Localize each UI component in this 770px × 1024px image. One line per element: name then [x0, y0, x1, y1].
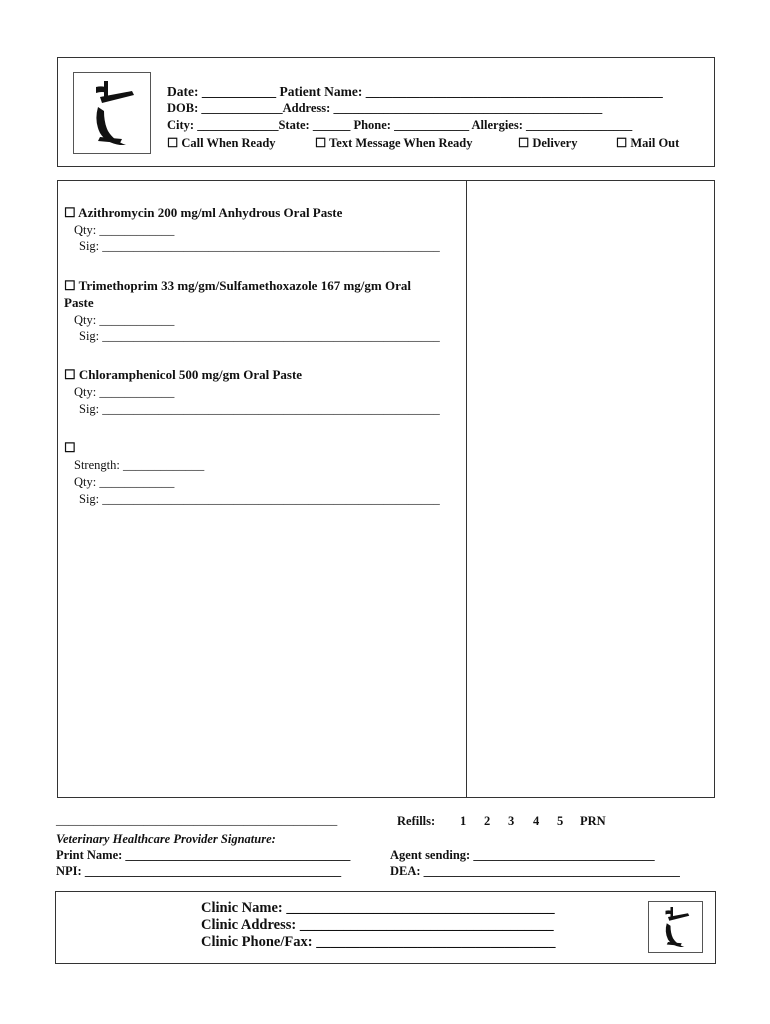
option-delivery[interactable]: ☐ Delivery	[518, 136, 578, 150]
signature-line[interactable]: _____________________________________________	[56, 813, 338, 827]
header-logo-frame	[73, 72, 151, 154]
signature-label: Veterinary Healthcare Provider Signature:	[56, 832, 276, 846]
custom-drug-checkbox[interactable]: ☐	[64, 440, 76, 455]
city-state-phone-line[interactable]: City: _____________State: ______ Phone: ____________ Allergies: _________________	[167, 118, 633, 132]
clinic-address-field[interactable]: Clinic Address: ___________________________________	[201, 917, 554, 933]
custom-strength[interactable]: Strength: _____________	[74, 458, 205, 472]
prescription-box	[57, 180, 715, 798]
refills-label: Refills:	[397, 814, 436, 828]
mortar-pestle-icon	[74, 73, 150, 153]
refill-option-3[interactable]: 3	[508, 814, 515, 828]
drug-azithromycin-checkbox[interactable]: ☐ Azithromycin 200 mg/ml Anhydrous Oral Paste	[64, 205, 343, 220]
drug-1-qty[interactable]: Qty: ____________	[74, 223, 175, 237]
custom-qty[interactable]: Qty: ____________	[74, 475, 175, 489]
drug-1-sig[interactable]: Sig: ______________________________________________________	[79, 239, 440, 253]
clinic-name-field[interactable]: Clinic Name: _____________________________________	[201, 900, 555, 916]
refill-option-prn[interactable]: PRN	[580, 814, 606, 828]
option-mail-out[interactable]: ☐ Mail Out	[616, 136, 680, 150]
date-patient-line[interactable]: Date: ___________ Patient Name: ____________________________________________	[167, 84, 663, 99]
clinic-info-box	[55, 891, 716, 964]
option-call-when-ready[interactable]: ☐ Call When Ready	[167, 136, 276, 150]
drug-3-qty[interactable]: Qty: ____________	[74, 385, 175, 399]
agent-sending-field[interactable]: Agent sending: _____________________________	[390, 848, 655, 862]
option-text-message[interactable]: ☐ Text Message When Ready	[315, 136, 473, 150]
drug-2-qty[interactable]: Qty: ____________	[74, 313, 175, 327]
drug-2-sig[interactable]: Sig: ______________________________________________________	[79, 329, 440, 343]
column-divider	[466, 181, 467, 797]
drug-chloramphenicol-checkbox[interactable]: ☐ Chloramphenicol 500 mg/gm Oral Paste	[64, 367, 303, 382]
patient-info-box	[57, 57, 715, 167]
npi-field[interactable]: NPI: _________________________________________	[56, 864, 342, 878]
drug-3-sig[interactable]: Sig: ______________________________________________________	[79, 402, 440, 416]
dob-address-line[interactable]: DOB: _____________Address: ___________________________________________	[167, 101, 603, 115]
print-name-field[interactable]: Print Name: ____________________________________	[56, 848, 351, 862]
drug-2-name-cont: Paste	[64, 295, 94, 310]
refill-option-4[interactable]: 4	[533, 814, 540, 828]
refill-option-5[interactable]: 5	[557, 814, 564, 828]
dea-field[interactable]: DEA: _________________________________________	[390, 864, 680, 878]
mortar-pestle-icon	[649, 902, 702, 952]
custom-sig[interactable]: Sig: ______________________________________________________	[79, 492, 440, 506]
footer-logo-frame	[648, 901, 703, 953]
clinic-phone-field[interactable]: Clinic Phone/Fax: _________________________________	[201, 934, 556, 950]
refill-option-2[interactable]: 2	[484, 814, 491, 828]
refill-option-1[interactable]: 1	[460, 814, 467, 828]
drug-trimethoprim-checkbox[interactable]: ☐ Trimethoprim 33 mg/gm/Sulfamethoxazole 167 mg/gm Oral	[64, 278, 411, 293]
